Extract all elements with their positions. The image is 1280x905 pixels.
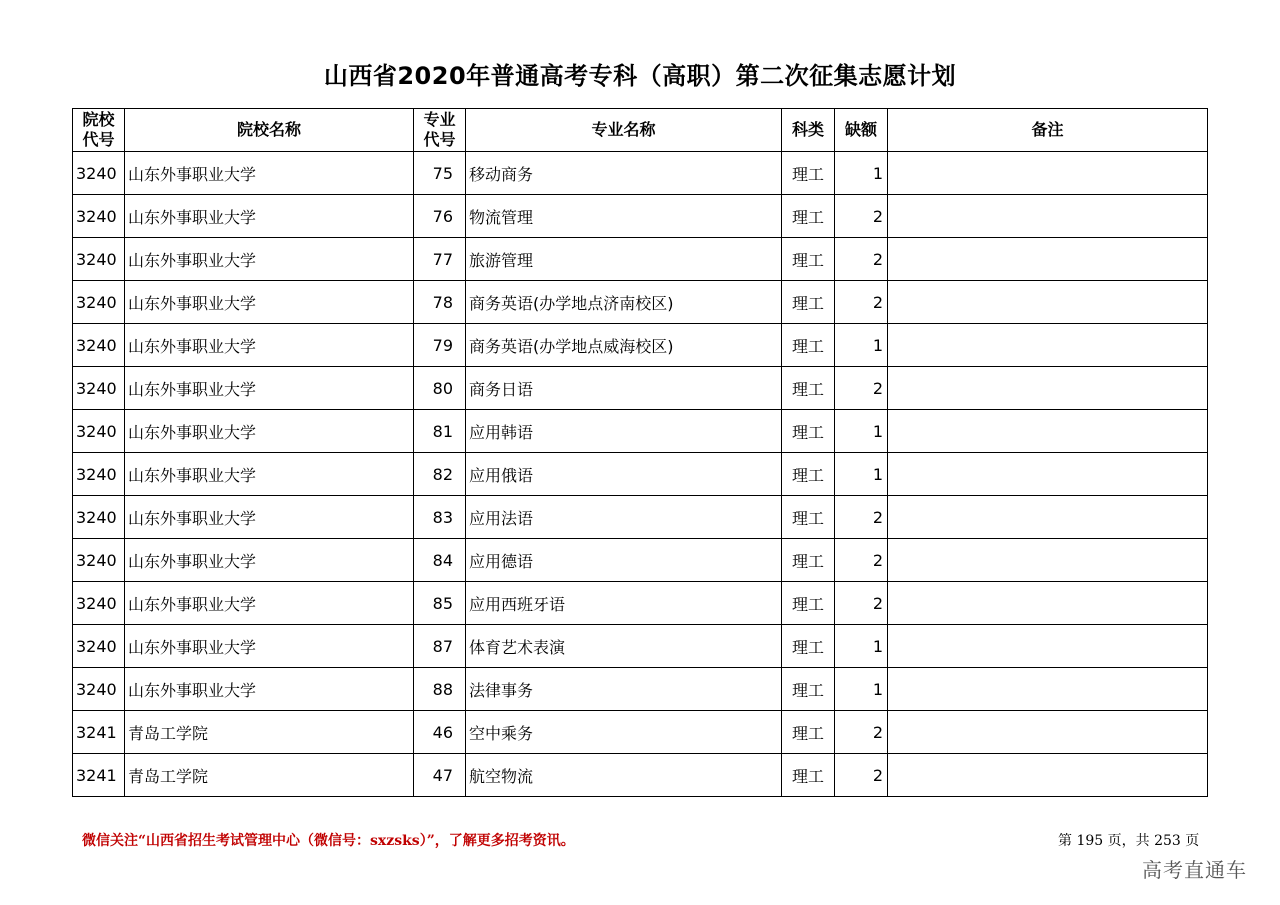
cell-major-name: 应用西班牙语 bbox=[466, 582, 782, 625]
cell-remark bbox=[888, 668, 1208, 711]
cell-category: 理工 bbox=[782, 711, 835, 754]
cell-category: 理工 bbox=[782, 195, 835, 238]
cell-remark bbox=[888, 539, 1208, 582]
cell-remark bbox=[888, 152, 1208, 195]
cell-major-code: 78 bbox=[414, 281, 466, 324]
cell-major-name: 法律事务 bbox=[466, 668, 782, 711]
cell-remark bbox=[888, 238, 1208, 281]
cell-school-name: 山东外事职业大学 bbox=[125, 410, 414, 453]
cell-school-name: 山东外事职业大学 bbox=[125, 539, 414, 582]
cell-major-name: 应用俄语 bbox=[466, 453, 782, 496]
cell-category: 理工 bbox=[782, 625, 835, 668]
cell-major-code: 79 bbox=[414, 324, 466, 367]
cell-major-name: 应用法语 bbox=[466, 496, 782, 539]
cell-school-code: 3240 bbox=[73, 410, 125, 453]
table-row bbox=[73, 754, 1208, 797]
cell-school-name: 青岛工学院 bbox=[125, 754, 414, 797]
cell-major-code: 85 bbox=[414, 582, 466, 625]
table-row bbox=[73, 625, 1208, 668]
cell-remark bbox=[888, 496, 1208, 539]
cell-school-code: 3240 bbox=[73, 496, 125, 539]
cell-major-code: 88 bbox=[414, 668, 466, 711]
cell-major-code: 46 bbox=[414, 711, 466, 754]
cell-school-name: 山东外事职业大学 bbox=[125, 152, 414, 195]
cell-quota: 1 bbox=[835, 324, 888, 367]
cell-school-name: 山东外事职业大学 bbox=[125, 195, 414, 238]
cell-school-name: 山东外事职业大学 bbox=[125, 367, 414, 410]
cell-school-name: 山东外事职业大学 bbox=[125, 453, 414, 496]
header-major-name: 专业名称 bbox=[466, 109, 782, 152]
cell-remark bbox=[888, 324, 1208, 367]
cell-school-code: 3240 bbox=[73, 668, 125, 711]
cell-major-name: 商务英语(办学地点济南校区) bbox=[466, 281, 782, 324]
cell-category: 理工 bbox=[782, 367, 835, 410]
cell-remark bbox=[888, 410, 1208, 453]
table-row bbox=[73, 711, 1208, 754]
cell-remark bbox=[888, 281, 1208, 324]
cell-quota: 1 bbox=[835, 453, 888, 496]
table-body bbox=[73, 152, 1208, 797]
table-row bbox=[73, 238, 1208, 281]
cell-quota: 2 bbox=[835, 238, 888, 281]
page-title: 山西省2020年普通高考专科（高职）第二次征集志愿计划 bbox=[323, 62, 957, 90]
cell-major-name: 移动商务 bbox=[466, 152, 782, 195]
table-row bbox=[73, 281, 1208, 324]
table-row bbox=[73, 410, 1208, 453]
cell-school-code: 3241 bbox=[73, 754, 125, 797]
cell-quota: 2 bbox=[835, 539, 888, 582]
table-row bbox=[73, 668, 1208, 711]
cell-quota: 2 bbox=[835, 281, 888, 324]
cell-school-name: 山东外事职业大学 bbox=[125, 582, 414, 625]
cell-quota: 2 bbox=[835, 582, 888, 625]
cell-quota: 1 bbox=[835, 625, 888, 668]
cell-school-name: 山东外事职业大学 bbox=[125, 324, 414, 367]
table-row bbox=[73, 582, 1208, 625]
cell-major-code: 84 bbox=[414, 539, 466, 582]
table-row bbox=[73, 496, 1208, 539]
plan-table bbox=[72, 108, 1208, 797]
cell-school-name: 山东外事职业大学 bbox=[125, 238, 414, 281]
cell-category: 理工 bbox=[782, 238, 835, 281]
cell-category: 理工 bbox=[782, 324, 835, 367]
header-remark: 备注 bbox=[888, 109, 1208, 152]
cell-major-code: 77 bbox=[414, 238, 466, 281]
table-row bbox=[73, 324, 1208, 367]
cell-major-name: 体育艺术表演 bbox=[466, 625, 782, 668]
cell-school-name: 青岛工学院 bbox=[125, 711, 414, 754]
cell-school-code: 3240 bbox=[73, 324, 125, 367]
cell-quota: 2 bbox=[835, 195, 888, 238]
cell-major-name: 旅游管理 bbox=[466, 238, 782, 281]
cell-quota: 2 bbox=[835, 367, 888, 410]
cell-school-code: 3240 bbox=[73, 625, 125, 668]
cell-school-name: 山东外事职业大学 bbox=[125, 625, 414, 668]
cell-major-name: 商务日语 bbox=[466, 367, 782, 410]
cell-school-code: 3240 bbox=[73, 582, 125, 625]
cell-category: 理工 bbox=[782, 496, 835, 539]
cell-school-code: 3240 bbox=[73, 367, 125, 410]
cell-remark bbox=[888, 453, 1208, 496]
cell-category: 理工 bbox=[782, 668, 835, 711]
cell-major-name: 物流管理 bbox=[466, 195, 782, 238]
table-row bbox=[73, 152, 1208, 195]
cell-category: 理工 bbox=[782, 410, 835, 453]
cell-quota: 2 bbox=[835, 496, 888, 539]
cell-category: 理工 bbox=[782, 281, 835, 324]
cell-remark bbox=[888, 582, 1208, 625]
cell-major-code: 76 bbox=[414, 195, 466, 238]
cell-major-name: 应用韩语 bbox=[466, 410, 782, 453]
cell-category: 理工 bbox=[782, 539, 835, 582]
cell-remark bbox=[888, 195, 1208, 238]
cell-major-code: 87 bbox=[414, 625, 466, 668]
header-school-name: 院校名称 bbox=[125, 109, 414, 152]
cell-remark bbox=[888, 711, 1208, 754]
cell-major-name: 商务英语(办学地点威海校区) bbox=[466, 324, 782, 367]
cell-quota: 2 bbox=[835, 711, 888, 754]
watermark: 高考直通车 bbox=[1142, 858, 1247, 882]
cell-school-code: 3240 bbox=[73, 453, 125, 496]
cell-category: 理工 bbox=[782, 152, 835, 195]
cell-category: 理工 bbox=[782, 582, 835, 625]
cell-major-name: 航空物流 bbox=[466, 754, 782, 797]
header-school-code: 院校代号 bbox=[73, 109, 125, 152]
cell-major-code: 82 bbox=[414, 453, 466, 496]
table-header-row bbox=[73, 109, 1208, 152]
cell-school-name: 山东外事职业大学 bbox=[125, 668, 414, 711]
cell-school-code: 3240 bbox=[73, 195, 125, 238]
cell-quota: 1 bbox=[835, 668, 888, 711]
cell-remark bbox=[888, 625, 1208, 668]
cell-major-code: 83 bbox=[414, 496, 466, 539]
footer-note: 微信关注“山西省招生考试管理中心（微信号：sxzsks）”，了解更多招考资讯。 bbox=[82, 833, 575, 849]
cell-major-code: 81 bbox=[414, 410, 466, 453]
cell-remark bbox=[888, 367, 1208, 410]
page-number: 第 195 页，共 253 页 bbox=[1058, 833, 1200, 849]
table-row bbox=[73, 367, 1208, 410]
cell-quota: 1 bbox=[835, 410, 888, 453]
table-row bbox=[73, 195, 1208, 238]
cell-school-code: 3240 bbox=[73, 539, 125, 582]
cell-remark bbox=[888, 754, 1208, 797]
cell-major-code: 47 bbox=[414, 754, 466, 797]
cell-major-name: 应用德语 bbox=[466, 539, 782, 582]
cell-school-name: 山东外事职业大学 bbox=[125, 496, 414, 539]
cell-category: 理工 bbox=[782, 453, 835, 496]
cell-school-code: 3240 bbox=[73, 238, 125, 281]
cell-quota: 1 bbox=[835, 152, 888, 195]
cell-school-code: 3241 bbox=[73, 711, 125, 754]
cell-major-name: 空中乘务 bbox=[466, 711, 782, 754]
cell-school-name: 山东外事职业大学 bbox=[125, 281, 414, 324]
cell-major-code: 75 bbox=[414, 152, 466, 195]
header-major-code: 专业代号 bbox=[414, 109, 466, 152]
table-row bbox=[73, 539, 1208, 582]
cell-quota: 2 bbox=[835, 754, 888, 797]
header-category: 科类 bbox=[782, 109, 835, 152]
cell-category: 理工 bbox=[782, 754, 835, 797]
table-row bbox=[73, 453, 1208, 496]
header-quota: 缺额 bbox=[835, 109, 888, 152]
cell-major-code: 80 bbox=[414, 367, 466, 410]
cell-school-code: 3240 bbox=[73, 152, 125, 195]
cell-school-code: 3240 bbox=[73, 281, 125, 324]
